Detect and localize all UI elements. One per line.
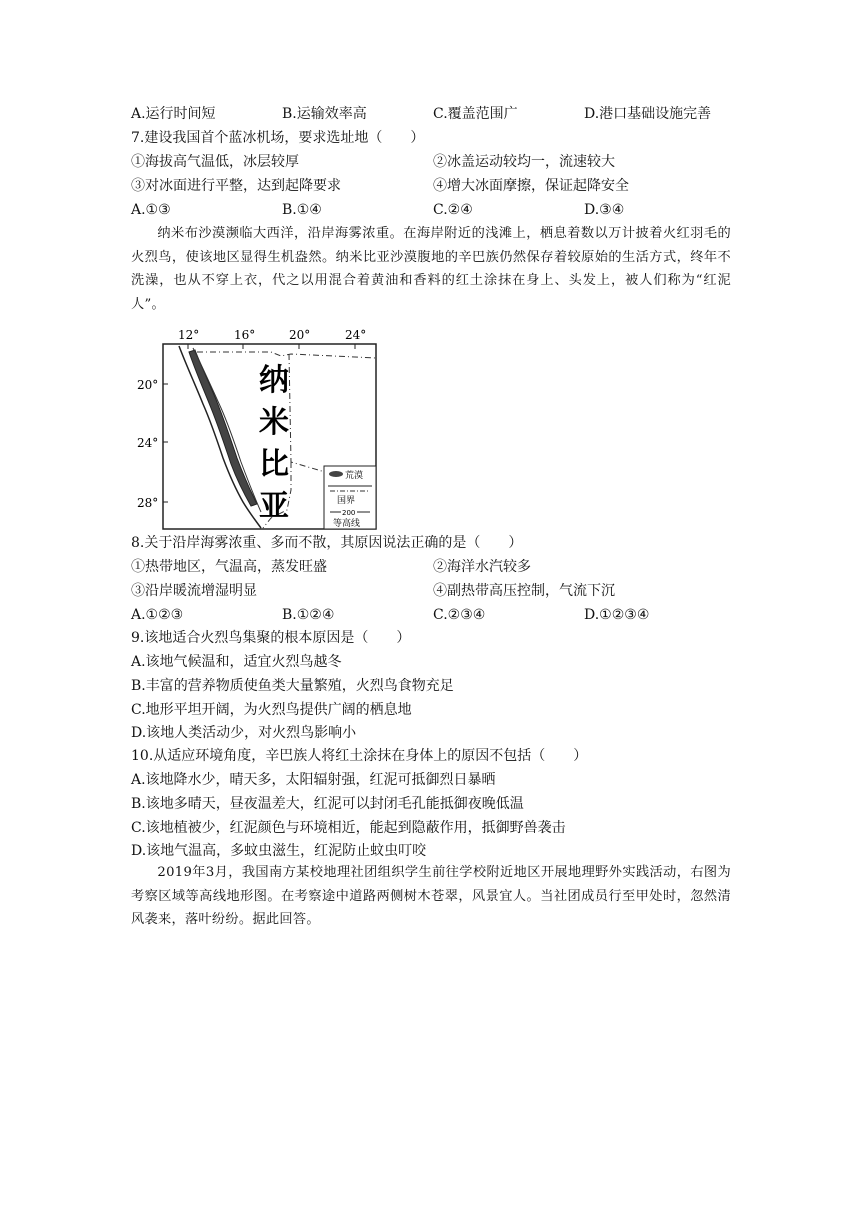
legend-contour-value: 200 (342, 509, 356, 517)
q8-option-d: D.①②③④ (584, 607, 650, 623)
q7-item-1: ①海拔高气温低，冰层较厚 (131, 154, 299, 170)
q7-option-a: A.①③ (131, 202, 171, 218)
lat-label-28: 28° (137, 496, 159, 510)
q7-option-b: B.①④ (282, 202, 322, 218)
q7-option-d: D.③④ (584, 202, 625, 218)
lon-label-20: 20° (289, 328, 311, 342)
legend-border: 国界 (337, 496, 356, 506)
q6-option-c: C.覆盖范围广 (433, 106, 518, 122)
namib-desert (189, 350, 257, 506)
q9-option-b: B.丰富的营养物质使鱼类大量繁殖，火烈鸟食物充足 (131, 678, 454, 694)
q10-option-c: C.该地植被少，红泥颜色与环境相近，能起到隐蔽作用，抵御野兽袭击 (131, 820, 566, 836)
q8-option-a: A.①②③ (131, 607, 184, 623)
q10-option-b: B.该地多晴天，昼夜温差大，红泥可以封闭毛孔能抵御夜晚低温 (131, 796, 524, 812)
q10-option-a: A.该地降水少，晴天多，太阳辐射强，红泥可抵御烈日暴晒 (131, 772, 496, 788)
country-label-3: 比 (259, 447, 289, 482)
desert-legend-icon (329, 471, 343, 477)
lon-label-12: 12° (178, 328, 200, 342)
country-label-4: 亚 (259, 489, 289, 524)
q6-option-d: D.港口基础设施完善 (584, 106, 712, 122)
legend-desert: 荒漠 (345, 471, 364, 481)
q7-stem: 7.建设我国首个蓝冰机场，要求选址地（ ） (131, 130, 425, 146)
q9-option-c: C.地形平坦开阔，为火烈鸟提供广阔的栖息地 (131, 702, 412, 718)
legend-contour: 等高线 (333, 519, 361, 529)
lat-label-24: 24° (137, 436, 159, 450)
namibia-map (131, 322, 379, 532)
q8-item-1: ①热带地区，气温高，蒸发旺盛 (131, 559, 327, 575)
q8-item-2: ②海洋水汽较多 (433, 559, 531, 575)
country-label-1: 纳 (259, 363, 289, 398)
lat-label-20: 20° (137, 378, 159, 392)
q10-option-d: D.该地气温高，多蚊虫滋生，红泥防止蚊虫叮咬 (131, 843, 427, 859)
q8-stem: 8.关于沿岸海雾浓重、多而不散，其原因说法正确的是（ ） (131, 535, 523, 551)
q9-stem: 9.该地适合火烈鸟集聚的根本原因是（ ） (131, 630, 411, 646)
q8-option-c: C.②③④ (433, 607, 486, 623)
q9-option-a: A.该地气候温和，适宜火烈鸟越冬 (131, 654, 342, 670)
q8-option-b: B.①②④ (282, 607, 335, 623)
passage-namib: 纳米布沙漠濒临大西洋，沿岸海雾浓重。在海岸附近的浅滩上，栖息着数以万计披着火红羽毛的火烈鸟，使该地区显得生机盎然。纳米比亚沙漠腹地的辛巴族仍然保存着较原始的生活方式，终年不洗澡，也从不穿上衣，代之以用混合着黄油和香料的红土涂抹在身上、头发上，被人们称为“红泥人”。 (131, 226, 731, 312)
q6-option-b: B.运输效率高 (282, 106, 367, 122)
q7-item-2: ②冰盖运动较均一，流速较大 (433, 154, 615, 170)
lon-label-24: 24° (345, 328, 367, 342)
q10-stem: 10.从适应环境角度，辛巴族人将红土涂抹在身体上的原因不包括（ ） (131, 748, 588, 764)
q9-option-d: D.该地人类活动少，对火烈鸟影响小 (131, 725, 357, 741)
q7-item-4: ④增大冰面摩擦，保证起降安全 (433, 178, 629, 194)
q7-option-c: C.②④ (433, 202, 473, 218)
country-label-2: 米 (259, 405, 289, 440)
passage-field-trip: 2019年3月，我国南方某校地理社团组织学生前往学校附近地区开展地理野外实践活动，右图为考察区域等高线地形图。在考察途中道路两侧树木苍翠，风景宜人。当社团成员行至甲处时，忽然清风袭来，落叶纷纷。据此回答。 (131, 865, 731, 927)
q8-item-3: ③沿岸暖流增湿明显 (131, 583, 257, 599)
q7-item-3: ③对冰面进行平整，达到起降要求 (131, 178, 341, 194)
q8-item-4: ④副热带高压控制，气流下沉 (433, 583, 615, 599)
lon-label-16: 16° (234, 328, 256, 342)
q6-option-a: A.运行时间短 (131, 106, 216, 122)
